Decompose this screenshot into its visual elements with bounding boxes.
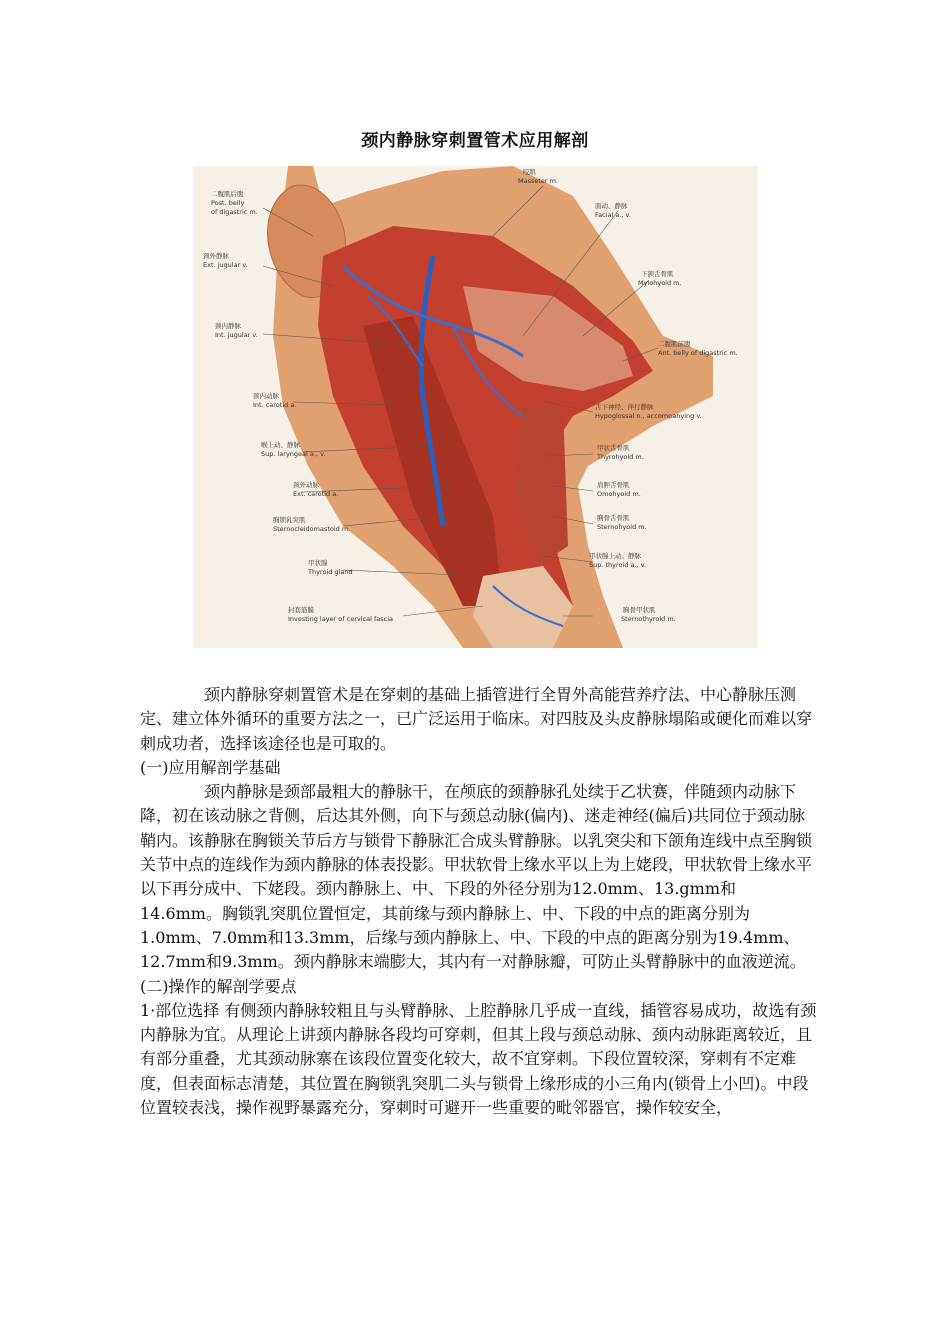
label-ext-jug-en: Ext. jugular v. [203, 261, 248, 269]
label-ext-car-en: Ext. carotid a. [293, 490, 339, 498]
label-sternothyroid-en: Sternothyroid m. [621, 615, 676, 623]
label-sternothyroid-cn: 胸骨甲状肌 [623, 606, 656, 614]
label-thyrohyoid-en: Thyrohyoid m. [597, 453, 644, 461]
label-sup-thy-en: Sup. thyroid a., v. [589, 561, 647, 569]
label-sternohyoid-cn: 胸骨舌骨肌 [597, 514, 630, 522]
document-title: 颈内静脉穿刺置管术应用解剖 [361, 131, 589, 151]
label-omohyoid-en: Omohyoid m. [597, 490, 641, 498]
label-sup-thy-cn: 甲状腺上动、静脉 [589, 552, 641, 560]
label-facial-en: Facial a., v. [595, 211, 631, 219]
section-heading-1: (一)应用解剖学基础 [140, 757, 281, 777]
label-fascia-en: Investing layer of cervical fascia [288, 615, 393, 623]
label-int-jug-cn: 颈内静脉 [215, 322, 241, 330]
label-hypo-cn: 舌下神经、伴行静脉 [595, 403, 654, 411]
label-hypo-en: Hypoglossal n., accompanying v. [595, 412, 702, 420]
label-post-belly-en2: of digastric m. [211, 208, 258, 216]
paragraph-intro: 颈内静脉穿刺置管术是在穿刺的基础上插管进行全胃外高能营养疗法、中心静脉压测定、建立体外循环的重要方法之一，已广泛运用于临床。对四肢及头皮静脉塌陷或硬化而难以穿刺成功者，选择该途径也是可取的。 [140, 685, 813, 753]
label-omohyoid-cn: 肩胛舌骨肌 [597, 481, 630, 489]
neck-anatomy-drawing [193, 166, 758, 648]
label-fascia-cn: 封套筋膜 [288, 606, 314, 614]
label-ant-belly-cn: 二腹肌前腹 [658, 340, 691, 348]
label-thyroid-cn: 甲状腺 [308, 559, 328, 567]
label-post-belly-en1: Post. belly [211, 199, 245, 207]
label-sternohyoid-en: Sternohyoid m. [597, 523, 647, 531]
label-scm-en: Sternocleidomastoid m. [273, 525, 351, 533]
label-thyrohyoid-cn: 甲状舌骨肌 [597, 444, 630, 452]
label-masseter-cn: 咬肌 [523, 168, 536, 176]
body-text [140, 683, 820, 1120]
label-sup-lar-cn: 喉上动、静脉 [261, 441, 300, 449]
paragraph-measurements: 14.6mm。胸锁乳突肌位置恒定，其前缘与颈内静脉上、中、下段的中点的距离分别为1.0mm、7.0mm和13.3mm，后缘与颈内静脉上、中、下段的中点的距离分别为19.4mm、12.7mm和9.3mm。颈内静脉末端膨大，其内有一对静脉瓣，可防止头臂静脉中的血液逆流。 [140, 903, 806, 972]
anatomy-illustration [193, 166, 758, 648]
label-facial-cn: 面动、静脉 [595, 202, 628, 210]
label-mylo-en: Mylohyoid m. [638, 279, 682, 287]
label-post-belly-cn: 二腹肌后腹 [211, 190, 244, 198]
label-ext-car-cn: 颈外动脉 [293, 481, 319, 489]
label-ant-belly-en: Ant. belly of digastric m. [658, 349, 738, 357]
label-sup-lar-en: Sup. laryngeal a., v. [261, 450, 326, 458]
label-mylo-cn: 下颌舌骨肌 [641, 270, 674, 278]
label-int-jug-en: Int. jugular v. [215, 331, 258, 339]
paragraph-anatomy-basis: 颈内静脉是颈部最粗大的静脉干，在颅底的颈静脉孔处续于乙状赛，伴随颈内动脉下降，初在该动脉之背侧，后达其外侧，向下与颈总动脉(偏内)、迷走神经(偏后)共同位于颈动脉鞘内。该静脉在胸锁关节后方与锁骨下静脉汇合成头臂静脉。以乳突尖和下颌角连线中点至胸锁关节中点的连线作为颈内静脉的体表投影。甲状软骨上缘水平以上为上姥段，甲状软骨上缘水平以下再分成中、下姥段。颈内静脉上、中、下段的外径分别为12.0mm、13.gmm和 [140, 782, 813, 899]
label-scm-cn: 胸锁乳突肌 [273, 516, 306, 524]
paragraph-site-selection: 1·部位选择 有侧颈内静脉较粗且与头臂静脉、上腔静脉几乎成一直线，插管容易成功，故选有颈内静脉为宜。从理论上讲颈内静脉各段均可穿刺，但其上段与颈总动脉、颈内动脉距离较近，且有部分重叠，尤其颈动脉寨在该段位置变化较大，故不宜穿刺。下段位置较深，穿刺有不定难度，但表面标志清楚，其位置在胸锁乳突肌二头与锁骨上缘形成的小三角内(锁骨上小凹)。中段位置较表浅，操作视野暴露充分，穿刺时可避开一些重要的毗邻器官，操作较安全， [140, 1000, 817, 1118]
label-ext-jug-cn: 颈外静脉 [203, 252, 229, 260]
label-thyroid-en: Thyroid gland [308, 568, 353, 576]
label-masseter-en: Masseter m. [518, 177, 559, 185]
section-heading-2: (二)操作的解剖学要点 [140, 976, 297, 996]
label-int-car-cn: 颈内动脉 [253, 392, 279, 400]
label-int-car-en: Int. carotid a. [253, 401, 297, 409]
